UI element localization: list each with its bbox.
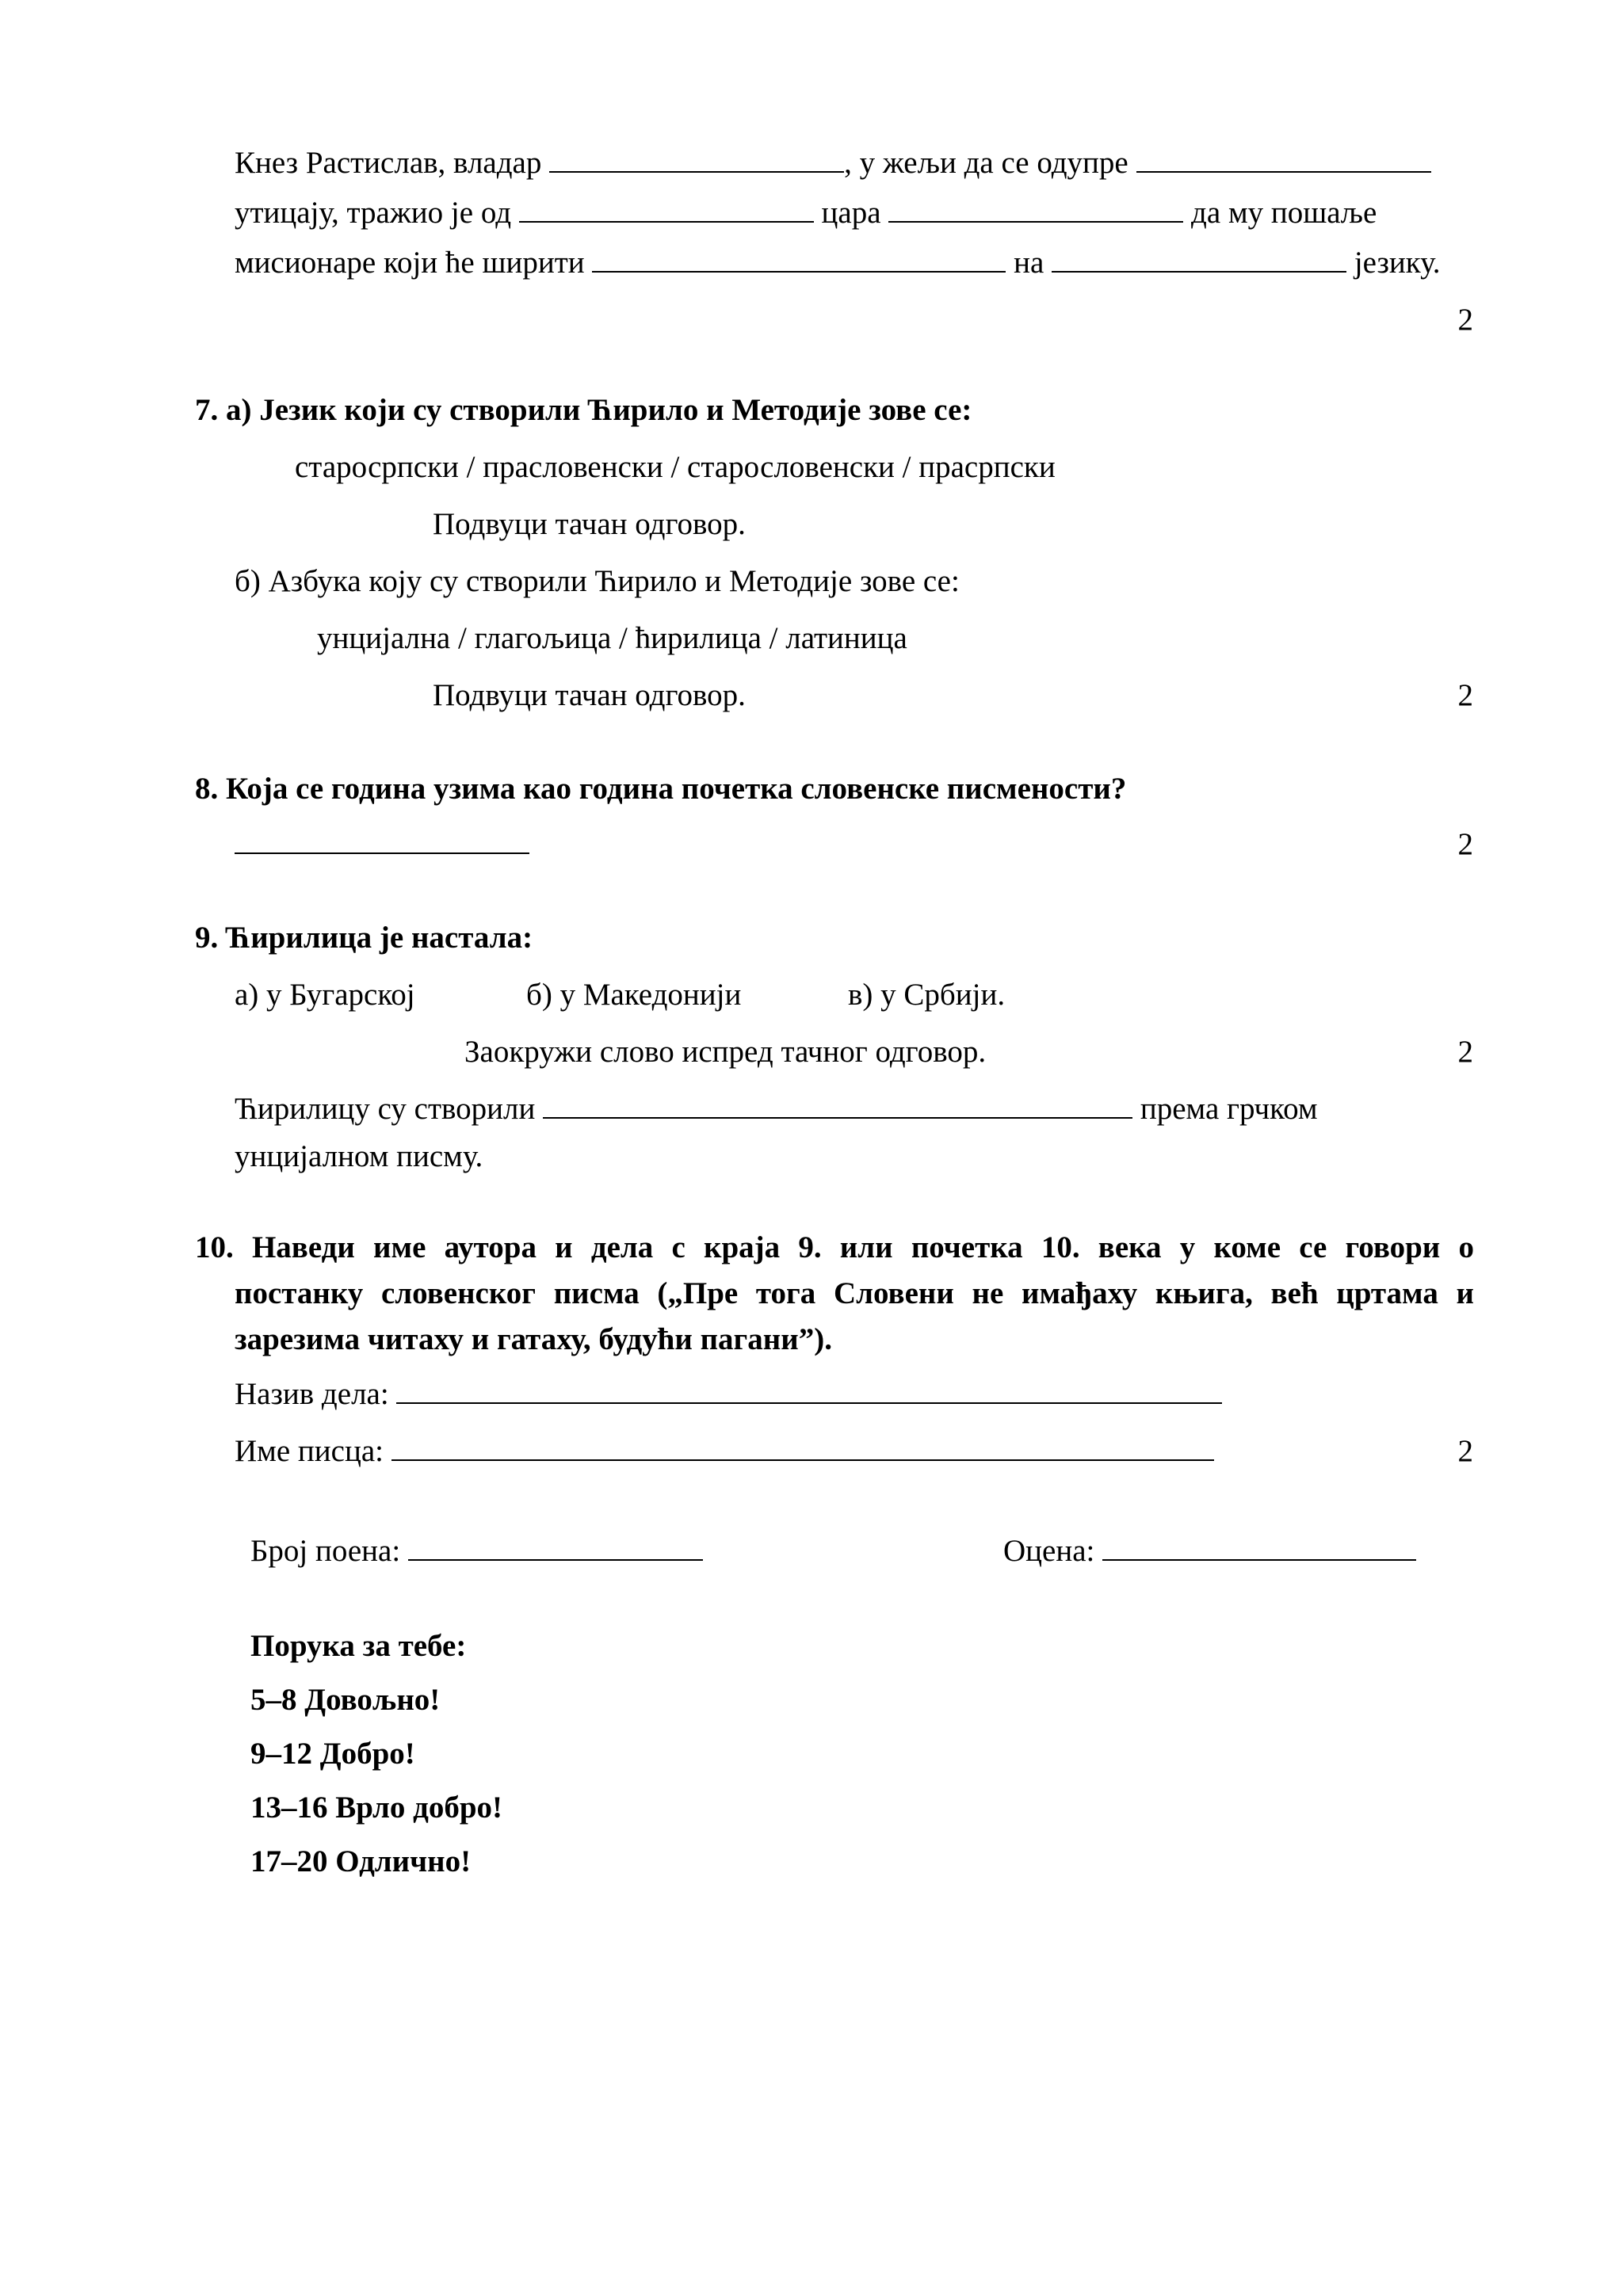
q7-instruction-a: Подвуци тачан одговор. (433, 507, 746, 541)
q8-points: 2 (1457, 827, 1473, 861)
message-line: 5–8 Довољно! (250, 1683, 441, 1717)
q6-points: 2 (1457, 303, 1473, 337)
q9-option-b[interactable]: б) у Македонији (526, 978, 742, 1012)
q10-work-line: Назив дела: (235, 1375, 1222, 1413)
q9-fill-line-2: унцијалном писму. (235, 1139, 483, 1173)
answer-blank[interactable] (592, 244, 1006, 273)
q9-title: 9. Ћирилица је настала: (195, 921, 533, 955)
points-blank[interactable] (408, 1532, 703, 1561)
q9-option-c[interactable]: в) у Србији. (848, 978, 1006, 1012)
answer-blank[interactable] (235, 826, 529, 854)
q9-instruction: Заокружи слово испред тачног одговор. (464, 1035, 987, 1069)
message-line: 13–16 Врло добро! (250, 1791, 503, 1825)
q9-points: 2 (1457, 1035, 1473, 1069)
q7-points: 2 (1457, 678, 1473, 712)
answer-blank[interactable] (543, 1090, 1132, 1119)
q10-author-line: Име писца: (235, 1432, 1214, 1470)
answer-blank[interactable] (888, 194, 1183, 223)
q7-options-a[interactable]: старосрпски / прасловенски / старословенски / прасрпски (295, 450, 1056, 484)
q6-line2: утицају, тражио је од цара да му пошаље (235, 196, 1377, 230)
q6-line1: Кнез Растислав, владар , у жељи да се одупре (235, 144, 1431, 182)
author-name-blank[interactable] (391, 1432, 1214, 1461)
work-title-blank[interactable] (396, 1375, 1222, 1404)
grade-blank[interactable] (1102, 1532, 1416, 1561)
message-line: 9–12 Добро! (250, 1737, 415, 1771)
q8-title: 8. Која се година узима као година почетка словенске писмености? (195, 772, 1127, 806)
q10-points: 2 (1457, 1434, 1473, 1468)
q10-title-line2: постанку словенског писма („Пре тога Словени не имађаху књига, већ цртама и (235, 1276, 1474, 1310)
message-title: Порука за тебе: (250, 1629, 467, 1663)
q7-options-b[interactable]: унцијална / глагољица / ћирилица / латиница (317, 621, 907, 655)
q7-instruction-b: Подвуци тачан одговор. (433, 678, 746, 712)
message-line: 17–20 Одлично! (250, 1844, 472, 1878)
answer-blank[interactable] (519, 194, 814, 223)
q7-part-b: б) Азбука коју су створили Ћирило и Методије зове се: (235, 564, 960, 598)
q6-line3: мисионаре који ће ширити на језику. (235, 246, 1441, 280)
q10-title-line1: 10. Наведи име аутора и дела с краја 9. или почетка 10. века у коме се говори о (195, 1230, 1474, 1264)
answer-blank[interactable] (1052, 244, 1346, 273)
q10-title-line3: зарезима читаху и гатаху, будући пагани”). (235, 1322, 832, 1356)
q9-fill-line: Ћирилицу су створили према грчком (235, 1092, 1318, 1126)
score-points-line: Број поена: (250, 1532, 703, 1570)
answer-blank[interactable] (1136, 144, 1431, 173)
answer-blank[interactable] (549, 144, 844, 173)
q7-title: 7. а) Језик који су створили Ћирило и Методије зове се: (195, 393, 972, 427)
q9-option-a[interactable]: а) у Бугарској (235, 978, 415, 1012)
score-grade-line: Оцена: (1003, 1532, 1416, 1570)
q8-answer-line (235, 826, 529, 864)
